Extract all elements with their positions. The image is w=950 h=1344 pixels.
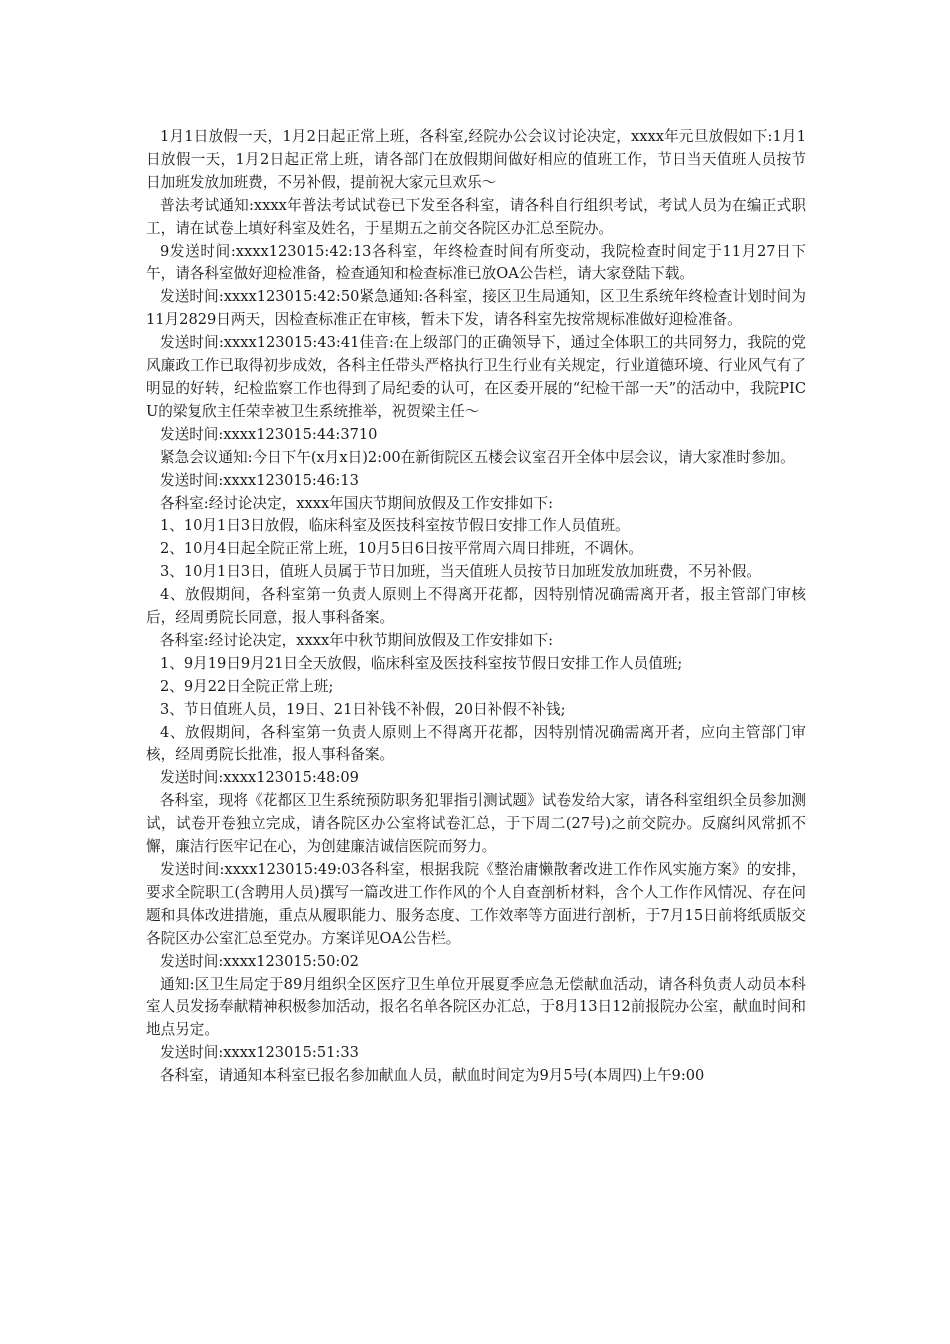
- paragraph-send-time: 发送时间:xxxx123015:44:3710: [160, 425, 378, 443]
- paragraph-blood-donation-notice: 通知:区卫生局定于89月组织全区医疗卫生单位开展夏季应急无偿献血活动，请各科负责人动员本科室人员发扬奉献精神积极参加活动，报名名单各院区办汇总，于8月13日12前报院办公室，献血时间和地点另定。: [146, 975, 806, 1039]
- paragraph-national-day-item: 2、10月4日起全院正常上班，10月5日6日按平常周六周日排班，不调休。: [160, 540, 643, 558]
- paragraph-national-day-item: 1、10月1日3日放假，临床科室及医技科室按节假日安排工作人员值班。: [160, 517, 630, 535]
- paragraph-send-time: 发送时间:xxxx123015:48:09: [160, 769, 359, 787]
- paragraph-urgent-meeting: 紧急会议通知:今日下午(x月x日)2:00在新街院区五楼会议室召开全体中层会议，请大家准时参加。: [160, 448, 795, 466]
- document-body: [146, 126, 806, 1088]
- paragraph-mid-autumn-item: 4、放假期间，各科室第一负责人原则上不得离开花都，因特别情况确需离开者，应向主管部门审核，经周勇院长批准，报人事科备案。: [146, 723, 806, 764]
- paragraph-law-exam-notice: 普法考试通知:xxxx年普法考试试卷已下发至各科室，请各科自行组织考试，考试人员为在编正式职工，请在试卷上填好科室及姓名，于星期五之前交各院区办汇总至院办。: [146, 196, 806, 237]
- paragraph-national-day-intro: 各科室:经讨论决定，xxxx年国庆节期间放假及工作安排如下:: [160, 494, 554, 512]
- paragraph-send-time: 发送时间:xxxx123015:46:13: [160, 471, 359, 489]
- paragraph-send-time: 发送时间:xxxx123015:51:33: [160, 1044, 359, 1062]
- paragraph-urgent-check-notice: 发送时间:xxxx123015:42:50紧急通知:各科室，接区卫生局通知，区卫生系统年终检查计划时间为11月2829日两天，因检查标准正在审核，暂未下发，请各科室先按常规标准做好迎检准备。: [146, 288, 806, 329]
- paragraph-mid-autumn-item: 3、节日值班人员，19日、21日补钱不补假，20日补假不补钱;: [160, 700, 566, 718]
- paragraph-mid-autumn-intro: 各科室:经讨论决定，xxxx年中秋节期间放假及工作安排如下:: [160, 631, 554, 649]
- paragraph-annual-check-time: 9发送时间:xxxx123015:42:13各科室，年终检查时间有所变动，我院检查时间定于11月27日下午，请各科室做好迎检准备，检查通知和检查标准已放OA公告栏，请大家登陆下载。: [146, 242, 806, 283]
- paragraph-new-year-holiday: 1月1日放假一天，1月2日起正常上班，各科室,经院办公会议讨论决定，xxxx年元旦放假如下:1月1日放假一天，1月2日起正常上班，请各部门在放假期间做好相应的值班工作，节日当天值班人员按节日加班发放加班费，不另补假，提前祝大家元旦欢乐～: [146, 128, 806, 191]
- paragraph-mid-autumn-item: 2、9月22日全院正常上班;: [160, 677, 334, 695]
- paragraph-work-style-notice: 发送时间:xxxx123015:49:03各科室，根据我院《整治庸懒散奢改进工作作风实施方案》的安排，要求全院职工(含聘用人员)撰写一篇改进工作作风的个人自查剖析材料，含个人工作作风情况、存在问题和具体改进措施，重点从履职能力、服务态度、工作效率等方面进行剖析，于7月15日前将纸质版交各院区办公室汇总至党办。方案详见OA公告栏。: [146, 861, 806, 947]
- paragraph-good-news: 发送时间:xxxx123015:43:41佳音:在上级部门的正确领导下，通过全体职工的共同努力，我院的党风廉政工作已取得初步成效，各科主任带头严格执行卫生行业有关规定，行业道德环境、行业风气有了明显的好转，纪检监察工作也得到了局纪委的认可，在区委开展的“纪检干部一天”的活动中，我院PICU的梁复欣主任荣幸被卫生系统推举，祝贺梁主任～: [146, 334, 806, 420]
- paragraph-national-day-item: 4、放假期间，各科室第一负责人原则上不得离开花都，因特别情况确需离开者，报主管部门审核后，经周勇院长同意，报人事科备案。: [146, 586, 806, 627]
- paragraph-national-day-item: 3、10月1日3日，值班人员属于节日加班，当天值班人员按节日加班发放加班费，不另补假。: [160, 563, 761, 581]
- paragraph-mid-autumn-item: 1、9月19日9月21日全天放假，临床科室及医技科室按节假日安排工作人员值班;: [160, 654, 683, 672]
- paragraph-blood-donation-time: 各科室，请通知本科室已报名参加献血人员，献血时间定为9月5号(本周四)上午9:00: [160, 1067, 705, 1085]
- paragraph-send-time: 发送时间:xxxx123015:50:02: [160, 952, 359, 970]
- paragraph-test-paper-notice: 各科室，现将《花都区卫生系统预防职务犯罪指引测试题》试卷发给大家，请各科室组织全员参加测试，试卷开卷独立完成，请各院区办公室将试卷汇总，于下周二(27号)之前交院办。反腐纠风常抓不懈，廉洁行医牢记在心，为创建廉洁诚信医院而努力。: [146, 792, 806, 856]
